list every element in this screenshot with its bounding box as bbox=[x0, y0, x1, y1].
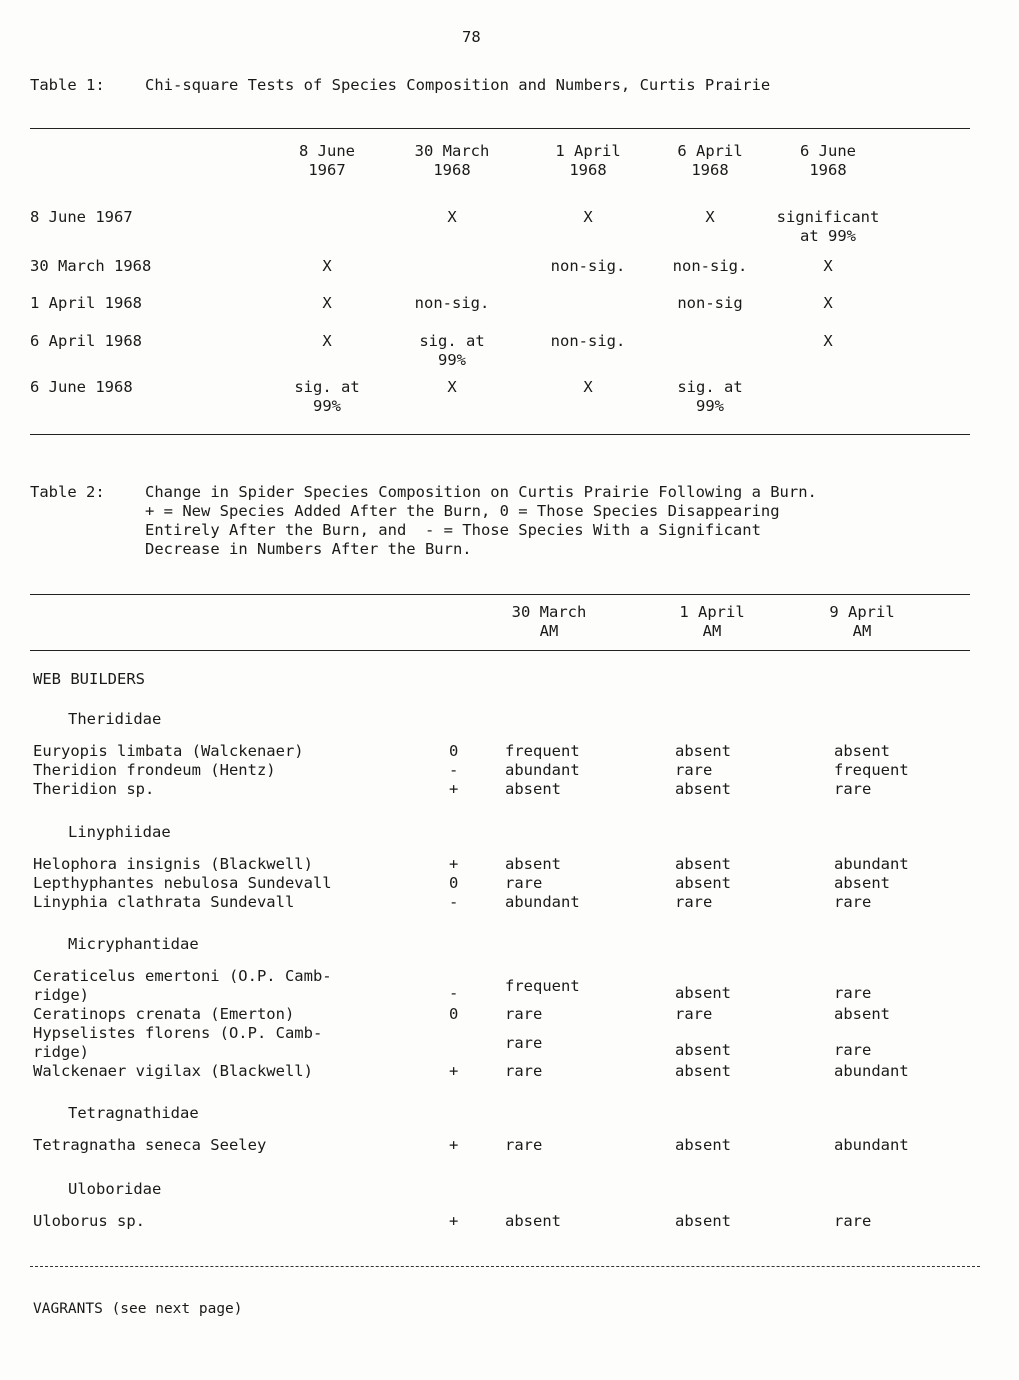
species-name: Uloborus sp. bbox=[33, 1212, 145, 1230]
family-heading: Linyphiidae bbox=[68, 823, 171, 841]
table2-caption-line: + = New Species Added After the Burn, 0 = Those Species Disappearing bbox=[145, 502, 780, 520]
table1-cell: significant at 99% bbox=[776, 208, 880, 245]
table1-cell: non-sig. bbox=[672, 257, 748, 275]
value-30-march: rare bbox=[505, 1005, 543, 1023]
table2-top-rule bbox=[30, 594, 970, 595]
value-9-april: rare bbox=[834, 780, 872, 798]
section-web-builders: WEB BUILDERS bbox=[33, 670, 145, 688]
change-sign: - bbox=[449, 761, 459, 779]
table1-row-label: 6 April 1968 bbox=[30, 332, 142, 350]
species-name: Walckenaer vigilax (Blackwell) bbox=[33, 1062, 313, 1080]
table1-cell: sig. at 99% bbox=[294, 378, 360, 415]
value-9-april: abundant bbox=[834, 1136, 909, 1154]
table2-col-header: AM bbox=[702, 622, 722, 640]
species-name: Hypselistes florens (O.P. Camb- bbox=[33, 1024, 323, 1042]
table1-cell: X bbox=[583, 208, 593, 226]
value-30-march: abundant bbox=[505, 761, 580, 779]
table1-col-header: 1967 bbox=[308, 161, 346, 179]
value-30-march: rare bbox=[505, 874, 543, 892]
value-9-april: abundant bbox=[834, 855, 909, 873]
family-heading: Uloboridae bbox=[68, 1180, 162, 1198]
change-sign: + bbox=[449, 855, 459, 873]
value-9-april: absent bbox=[834, 1005, 890, 1023]
table1-row-label: 30 March 1968 bbox=[30, 257, 152, 275]
table1-row-label: 8 June 1967 bbox=[30, 208, 133, 226]
value-9-april: absent bbox=[834, 874, 890, 892]
table2-label: Table 2: bbox=[30, 483, 105, 501]
table1-row-label: 6 June 1968 bbox=[30, 378, 133, 396]
species-name: Ceratinops crenata (Emerton) bbox=[33, 1005, 295, 1023]
table1-cell: X bbox=[823, 294, 833, 312]
change-sign: + bbox=[449, 1136, 459, 1154]
value-30-march: abundant bbox=[505, 893, 580, 911]
value-9-april: rare bbox=[834, 1212, 872, 1230]
value-9-april: rare bbox=[834, 984, 872, 1002]
value-1-april: absent bbox=[675, 742, 731, 760]
table1-col-header: 1968 bbox=[433, 161, 471, 179]
table1-top-rule bbox=[30, 128, 970, 129]
table2-caption-line: Change in Spider Species Composition on Curtis Prairie Following a Burn. bbox=[145, 483, 817, 501]
table2-caption-line: Entirely After the Burn, and - = Those Species With a Significant bbox=[145, 521, 761, 539]
value-1-april: absent bbox=[675, 874, 731, 892]
value-1-april: absent bbox=[675, 780, 731, 798]
table1-col-header: 30 March bbox=[414, 142, 490, 160]
species-name: ridge) bbox=[33, 1043, 89, 1061]
table1-col-header: 6 April bbox=[677, 142, 743, 160]
species-name: Lepthyphantes nebulosa Sundevall bbox=[33, 874, 332, 892]
table1-col-header: 1968 bbox=[691, 161, 729, 179]
table1-col-header: 1968 bbox=[809, 161, 847, 179]
vagrants-note: VAGRANTS (see next page) bbox=[33, 1301, 243, 1317]
table2-caption-line: Decrease in Numbers After the Burn. bbox=[145, 540, 472, 558]
table1-cell: non-sig. bbox=[550, 257, 626, 275]
species-name: Theridion sp. bbox=[33, 780, 155, 798]
table1-cell: X bbox=[823, 332, 833, 350]
value-1-april: rare bbox=[675, 893, 713, 911]
value-1-april: absent bbox=[675, 1212, 731, 1230]
value-9-april: rare bbox=[834, 1041, 872, 1059]
table2-col-header: 30 March bbox=[511, 603, 587, 621]
table1-cell: non-sig bbox=[677, 294, 743, 312]
value-9-april: rare bbox=[834, 893, 872, 911]
value-30-march: absent bbox=[505, 855, 561, 873]
table2-col-header: AM bbox=[852, 622, 872, 640]
value-30-march: rare bbox=[505, 1136, 543, 1154]
table1-cell: non-sig. bbox=[414, 294, 490, 312]
value-30-march: absent bbox=[505, 780, 561, 798]
table1-col-header: 6 June bbox=[800, 142, 856, 160]
species-name: ridge) bbox=[33, 986, 89, 1004]
value-9-april: absent bbox=[834, 742, 890, 760]
value-1-april: absent bbox=[675, 984, 731, 1002]
value-1-april: absent bbox=[675, 1062, 731, 1080]
value-30-march: rare bbox=[505, 1034, 543, 1052]
table1-cell: non-sig. bbox=[550, 332, 626, 350]
species-name: Euryopis limbata (Walckenaer) bbox=[33, 742, 304, 760]
value-30-march: absent bbox=[505, 1212, 561, 1230]
table2-col-header: 9 April bbox=[829, 603, 895, 621]
change-sign: + bbox=[449, 1212, 459, 1230]
value-9-april: abundant bbox=[834, 1062, 909, 1080]
page-number: 78 bbox=[462, 28, 481, 46]
table1-col-header: 1 April bbox=[555, 142, 621, 160]
species-name: Linyphia clathrata Sundevall bbox=[33, 893, 295, 911]
value-1-april: rare bbox=[675, 761, 713, 779]
table1-cell: X bbox=[823, 257, 833, 275]
value-1-april: absent bbox=[675, 1136, 731, 1154]
change-sign: 0 bbox=[449, 742, 459, 760]
family-heading: Tetragnathidae bbox=[68, 1104, 199, 1122]
change-sign: 0 bbox=[449, 874, 459, 892]
table2-dashed-rule bbox=[30, 1266, 980, 1267]
family-heading: Therididae bbox=[68, 710, 162, 728]
value-30-march: frequent bbox=[505, 977, 580, 995]
table1-cell: sig. at 99% bbox=[677, 378, 743, 415]
table1-bottom-rule bbox=[30, 434, 970, 435]
table1-label: Table 1: bbox=[30, 76, 105, 94]
change-sign: + bbox=[449, 1062, 459, 1080]
change-sign: - bbox=[449, 893, 459, 911]
change-sign: - bbox=[449, 984, 459, 1002]
table1-cell: X bbox=[322, 257, 332, 275]
table1-cell: X bbox=[447, 208, 457, 226]
table2-col-header: AM bbox=[539, 622, 559, 640]
value-30-march: frequent bbox=[505, 742, 580, 760]
species-name: Tetragnatha seneca Seeley bbox=[33, 1136, 267, 1154]
table1-row-label: 1 April 1968 bbox=[30, 294, 142, 312]
table1-col-header: 1968 bbox=[569, 161, 607, 179]
table1-cell: X bbox=[322, 332, 332, 350]
value-1-april: absent bbox=[675, 1041, 731, 1059]
change-sign: 0 bbox=[449, 1005, 459, 1023]
table2-col-header: 1 April bbox=[679, 603, 745, 621]
species-name: Ceraticelus emertoni (O.P. Camb- bbox=[33, 967, 332, 985]
table1-cell: X bbox=[447, 378, 457, 396]
table2-header-rule bbox=[30, 650, 970, 651]
value-9-april: frequent bbox=[834, 761, 909, 779]
value-30-march: rare bbox=[505, 1062, 543, 1080]
value-1-april: absent bbox=[675, 855, 731, 873]
table1-cell: X bbox=[705, 208, 715, 226]
table1-col-header: 8 June bbox=[299, 142, 355, 160]
table1-title: Chi-square Tests of Species Composition and Numbers, Curtis Prairie bbox=[145, 76, 771, 94]
family-heading: Micryphantidae bbox=[68, 935, 199, 953]
value-1-april: rare bbox=[675, 1005, 713, 1023]
table1-cell: sig. at 99% bbox=[419, 332, 485, 369]
table1-cell: X bbox=[583, 378, 593, 396]
change-sign: + bbox=[449, 780, 459, 798]
table1-cell: X bbox=[322, 294, 332, 312]
species-name: Theridion frondeum (Hentz) bbox=[33, 761, 276, 779]
species-name: Helophora insignis (Blackwell) bbox=[33, 855, 313, 873]
